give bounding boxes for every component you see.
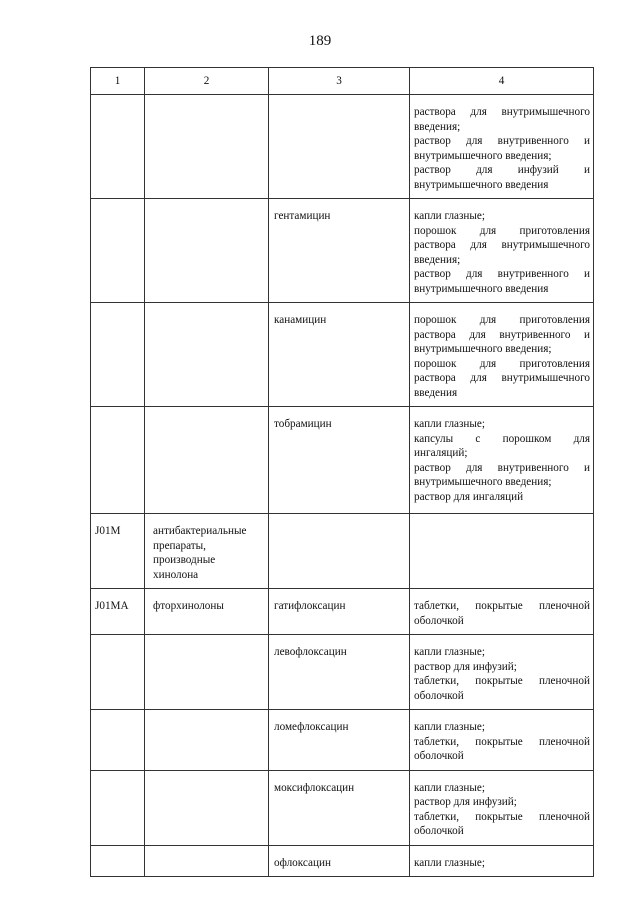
- drug-name: офлоксацин: [274, 856, 331, 869]
- atc-code: J01MA: [95, 600, 129, 612]
- dosage-form-line: введения;: [414, 120, 461, 133]
- group-name-cell: [145, 770, 269, 845]
- group-name-cell: [145, 407, 269, 514]
- dosage-forms-cell: [410, 95, 594, 199]
- drug-name-cell: [269, 514, 410, 589]
- group-name-cell: [145, 514, 269, 589]
- group-name-line: производные: [153, 554, 216, 566]
- drug-name: канамицин: [274, 314, 327, 326]
- drug-name: моксифлоксацин: [274, 781, 355, 794]
- dosage-form-line: раствор для инфузий и: [414, 164, 590, 176]
- group-name-cell: [145, 845, 269, 877]
- table-row: [91, 95, 594, 199]
- drug-name-cell: [269, 635, 410, 710]
- drug-name-cell: [269, 845, 410, 877]
- table-row: [91, 199, 594, 303]
- dosage-forms-cell: [410, 407, 594, 514]
- table-row: [91, 589, 594, 635]
- drug-table: [90, 67, 594, 877]
- group-name-line: хинолона: [153, 568, 199, 581]
- dosage-form-line: оболочкой: [414, 750, 464, 762]
- dosage-form-line: капли глазные;: [414, 856, 486, 869]
- atc-code-cell: [91, 589, 145, 635]
- dosage-form-line: раствор для внутривенного и: [414, 461, 590, 474]
- drug-name: левофлоксацин: [274, 646, 347, 658]
- header-cell-2: 2: [145, 68, 269, 95]
- dosage-form-line: раствора для внутримышечного: [414, 372, 590, 384]
- dosage-form-line: капли глазные;: [414, 418, 486, 430]
- table-row: [91, 303, 594, 407]
- table-row: [91, 710, 594, 771]
- dosage-form-line: порошок для приготовления: [414, 357, 590, 370]
- dosage-form-line: капли глазные;: [414, 781, 486, 794]
- dosage-form-line: капли глазные;: [414, 721, 486, 733]
- dosage-form-line: оболочкой: [414, 825, 464, 837]
- drug-name-cell: [269, 95, 410, 199]
- drug-name-cell: [269, 303, 410, 407]
- drug-name-cell: [269, 710, 410, 771]
- dosage-form-line: порошок для приготовления: [414, 224, 590, 237]
- group-name-cell: [145, 635, 269, 710]
- atc-code-cell: [91, 770, 145, 845]
- dosage-form-line: капли глазные;: [414, 210, 486, 222]
- group-name-cell: [145, 303, 269, 407]
- dosage-forms-cell: [410, 589, 594, 635]
- table-row: [91, 845, 594, 877]
- group-name-line: антибактериальные: [153, 525, 247, 537]
- dosage-form-line: оболочкой: [414, 614, 464, 627]
- dosage-form-line: введения: [414, 386, 458, 399]
- drug-name-cell: [269, 589, 410, 635]
- group-name-cell: [145, 199, 269, 303]
- dosage-forms-cell: [410, 199, 594, 303]
- table-row: [91, 770, 594, 845]
- group-name-cell: [145, 710, 269, 771]
- page-number: 189: [308, 33, 332, 49]
- dosage-forms-cell: [410, 514, 594, 589]
- group-name-cell: [145, 95, 269, 199]
- dosage-form-line: внутримышечного введения;: [414, 149, 552, 162]
- header-cell-4: 4: [410, 68, 594, 95]
- table-row: [91, 635, 594, 710]
- dosage-forms-cell: [410, 710, 594, 771]
- dosage-form-line: внутримышечного введения: [414, 282, 549, 295]
- table-body: [91, 95, 594, 877]
- dosage-form-line: раствор для инфузий;: [414, 660, 517, 673]
- header-cell-1: 1: [91, 68, 145, 95]
- dosage-form-line: раствор для внутривенного и: [414, 135, 590, 147]
- atc-code-cell: [91, 514, 145, 589]
- dosage-form-line: капли глазные;: [414, 646, 486, 658]
- table-header-row: [91, 68, 594, 95]
- group-name-cell: [145, 589, 269, 635]
- dosage-form-line: раствор для ингаляций: [414, 490, 524, 503]
- dosage-form-line: раствора для внутривенного и: [414, 328, 590, 341]
- dosage-form-line: порошок для приготовления: [414, 314, 590, 326]
- dosage-form-line: внутримышечного введения;: [414, 476, 552, 488]
- dosage-form-line: таблетки, покрытые пленочной: [414, 600, 590, 612]
- dosage-form-line: таблетки, покрытые пленочной: [414, 675, 590, 687]
- header-cell-3: 3: [269, 68, 410, 95]
- drug-name-cell: [269, 770, 410, 845]
- dosage-form-line: раствор для внутривенного и: [414, 268, 590, 280]
- dosage-form-line: раствор для инфузий;: [414, 796, 517, 808]
- drug-name: тобрамицин: [274, 418, 332, 430]
- atc-code-cell: [91, 95, 145, 199]
- dosage-form-line: ингаляций;: [414, 447, 468, 459]
- group-name-line: фторхинолоны: [153, 600, 224, 612]
- table-row: [91, 514, 594, 589]
- drug-name: ломефлоксацин: [274, 721, 349, 733]
- dosage-form-line: оболочкой: [414, 689, 464, 702]
- dosage-form-line: введения;: [414, 253, 461, 266]
- group-name-line: препараты,: [153, 539, 206, 552]
- dosage-form-line: таблетки, покрытые пленочной: [414, 735, 590, 748]
- dosage-forms-cell: [410, 845, 594, 877]
- dosage-form-line: раствора для внутримышечного: [414, 239, 590, 251]
- table-row: [91, 407, 594, 514]
- atc-code-cell: [91, 407, 145, 514]
- atc-code-cell: [91, 845, 145, 877]
- drug-name: гентамицин: [274, 210, 331, 222]
- dosage-form-line: внутримышечного введения;: [414, 343, 552, 355]
- dosage-form-line: капсулы с порошком для: [414, 432, 590, 445]
- atc-code-cell: [91, 635, 145, 710]
- atc-code: J01M: [95, 525, 121, 537]
- dosage-form-line: таблетки, покрытые пленочной: [414, 810, 590, 823]
- dosage-form-line: раствора для внутримышечного: [414, 106, 590, 118]
- drug-name-cell: [269, 407, 410, 514]
- drug-name-cell: [269, 199, 410, 303]
- dosage-forms-cell: [410, 303, 594, 407]
- atc-code-cell: [91, 199, 145, 303]
- drug-name: гатифлоксацин: [274, 600, 346, 612]
- atc-code-cell: [91, 303, 145, 407]
- dosage-forms-cell: [410, 770, 594, 845]
- atc-code-cell: [91, 710, 145, 771]
- dosage-forms-cell: [410, 635, 594, 710]
- dosage-form-line: внутримышечного введения: [414, 178, 549, 191]
